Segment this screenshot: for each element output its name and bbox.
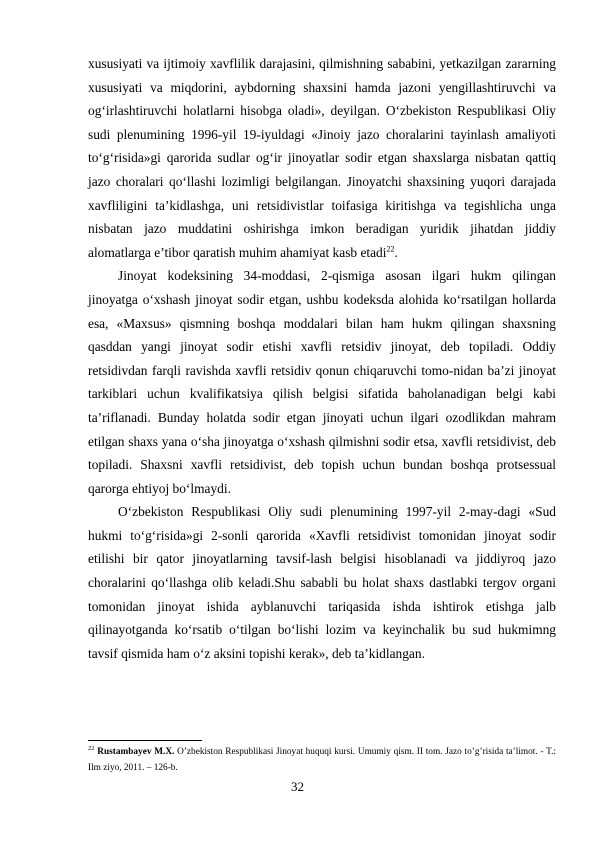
footnote-number: 22 [88, 744, 95, 752]
paragraph-continuation [88, 52, 556, 264]
footnote-separator [88, 740, 202, 741]
page-number: 32 [291, 779, 304, 794]
footnote-text: O’zbekiston Respublikasi Jinoyat huquqi kursi. Umumiy qism. II tom. Jazo to’g’risida ta’limot. - T.: Ilm ziyo, 2011. – 126-b. [88, 747, 557, 773]
footnote-author: Rustambayev M.X. [97, 747, 175, 757]
paragraph-criminal-code: Jinoyat kodeksining 34-moddasi, 2-qismiga asosan ilgari hukm qilingan jinoyatga o‘xshash jinoyat sodir etgan, ushbu kodeksda alohida ko‘rsatilgan hollarda esa, «Maxsus» qismning boshqa moddalari bilan ham hukm qilingan shaxsning qasddan yangi jinoyat sodir etishi xavfli retsidiv jinoyat, deb topiladi. Oddiy retsidivdan farqli ravishda xavfli retsidiv qonun chiqaruvchi tomo-nidan ba’zi jinoyat tarkiblari uchun kvalifikatsiya qilish belgisi sifatida baholanadigan belgi kabi ta’riflanadi. Bunday holatda sodir etgan jinoyati uchun ilgari ozodlikdan mahram etilgan shaxs yana o‘sha jinoyatga o‘xshash qilmishni sodir etsa, xavfli retsidivist, deb topiladi. Shaxsni xavfli retsidivist, deb topish uchun bundan boshqa protsessual qarorga ehtiyoj bo‘lmaydi. [88, 268, 556, 496]
paragraph-tail: . [394, 244, 398, 260]
paragraph-plenum-1997: O‘zbekiston Respublikasi Oliy sudi plenumining 1997-yil 2-may-dagi «Sud hukmi to‘g‘risida»gi 2-sonli qarorida «Xavfli retsidivist tomonidan jinoyat sodir etilishi bir qator jinoyatlarning tavsif-lash belgisi hisoblanadi va jiddiyroq jazo choralarini qo‘llashga olib keladi.Shu sababli bu holat shaxs dastlabki tergov organi tomonidan jinoyat ishida ayblanuvchi tariqasida ishda ishtirok etishga jalb qilinayotganda ko‘rsatib o‘tilgan bo‘lishi lozim va keyinchalik bu sud hukmimng tavsif qismida ham o‘z aksini topishi kerak», deb ta’kidlangan. [88, 504, 556, 661]
footnote-reference: 22 [386, 244, 395, 254]
footnote [88, 744, 556, 776]
paragraph-text: xususiyati va ijtimoiy xavflilik darajasini, qilmishning sababini, yetkazilgan zararning xususiyati va miqdorini, aybdorning shaxsini hamda jazoni yengillashtiruvchi va og‘irlashtiruvchi holatlarni hisobga oladi», deyilgan. O‘zbekiston Respublikasi Oliy sudi plenumining 1996-yil 19-iyuldagi «Jinoiy jazo choralarini tayinlash amaliyoti to‘g‘risida»gi qarorida sudlar og‘ir jinoyatlar sodir etgan shaxslarga nisbatan qattiq jazo choralari qo‘llashi lozimligi belgilangan. Jinoyatchi shaxsining yuqori darajada xavfliligini ta’kidlashga, uni retsidivistlar toifasiga kiritishga va tegishlicha unga nisbatan jazo muddatini oshirishga imkon beradigan yuridik jihatdan jiddiy alomatlarga e’tibor qaratish muhim ahamiyat kasb etadi [88, 56, 556, 260]
document-body [88, 52, 556, 665]
